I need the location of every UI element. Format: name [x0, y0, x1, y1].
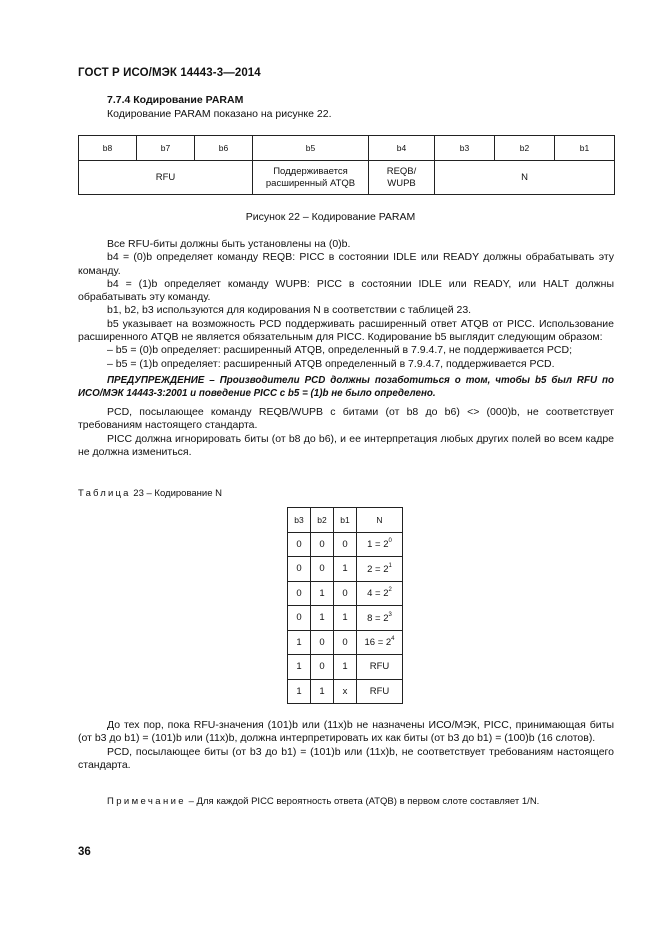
ext-atqb-cell: [253, 161, 369, 195]
b1-cell: x: [334, 679, 357, 704]
warning-paragraph: ПРЕДУПРЕЖДЕНИЕ – Производители PCD должны позаботиться о том, чтобы b5 был RFU по ИСО/МЭК 14443-3:2001 и поведение PICC с b5 = (1)b не было определено.: [78, 374, 614, 399]
b3-cell: 0: [288, 581, 311, 606]
note: [107, 796, 539, 807]
dash-list-item: – b5 = (1)b определяет: расширенный ATQB определенный в 7.9.4.7, поддерживается PCD.: [107, 357, 555, 370]
n-value-cell: [357, 532, 403, 557]
bit-header-cell: b5: [253, 136, 369, 161]
b1-cell: 1: [334, 655, 357, 680]
b3-cell: 1: [288, 630, 311, 655]
n-table-header-cell: b3: [288, 508, 311, 533]
table-row: [288, 630, 403, 655]
table-row: [288, 606, 403, 631]
n-value: 1 = 2: [367, 539, 389, 551]
b2-cell: 0: [311, 655, 334, 680]
n-value: RFU: [369, 685, 390, 697]
b2-cell: 0: [311, 557, 334, 582]
paragraph: b4 = (0)b определяет команду REQB: PICC в состоянии IDLE или READY должны обрабатывать эту команду.: [78, 251, 614, 277]
bit-header-cell: b8: [79, 136, 137, 161]
b2-cell: 0: [311, 630, 334, 655]
n-table-header-cell: b2: [311, 508, 334, 533]
b1-cell: 1: [334, 606, 357, 631]
bit-header-cell: b7: [137, 136, 195, 161]
figure-caption: Рисунок 22 – Кодирование PARAM: [245, 211, 416, 223]
n-table-header-cell: b1: [334, 508, 357, 533]
n-exponent: 2: [388, 587, 392, 594]
b3-cell: 0: [288, 532, 311, 557]
bit-header-row: [79, 136, 615, 161]
n-table-header-row: [288, 508, 403, 533]
n-value: 4 = 2: [367, 588, 389, 600]
bit-header-cell: b1: [555, 136, 615, 161]
b3-cell: 1: [288, 655, 311, 680]
n-exponent: 1: [388, 562, 392, 569]
reqb-wupb-line: REQB/: [386, 165, 417, 177]
n-exponent: 3: [388, 611, 392, 618]
n-coding-table: [287, 507, 403, 704]
table-row: [288, 532, 403, 557]
rfu-cell: RFU: [79, 161, 253, 195]
n-value-cell: [357, 557, 403, 582]
b2-cell: 1: [311, 581, 334, 606]
paragraph: До тех пор, пока RFU-значения (101)b или (11x)b не назначены ИСО/МЭК, PICC, принимающая биты (от b3 до b1) = (101)b или (11x)b, должна интерпретировать их как биты (от b3 до b1) = (100)b (16 слотов).: [78, 719, 614, 745]
paragraph: b4 = (1)b определяет команду WUPB: PICC в состоянии IDLE или READY, или HALT должны обрабатывать эту команду.: [78, 277, 614, 304]
table-row: [288, 581, 403, 606]
ext-atqb-line: Поддерживается: [273, 165, 348, 177]
b2-cell: 1: [311, 606, 334, 631]
reqb-wupb-line: WUPB: [387, 177, 416, 189]
n-table-header-cell: N: [357, 508, 403, 533]
b3-cell: 1: [288, 679, 311, 704]
table-row: [288, 557, 403, 582]
b2-cell: 0: [311, 532, 334, 557]
ext-atqb-line: расширенный ATQB: [265, 177, 356, 189]
b3-cell: 0: [288, 557, 311, 582]
after-table-text: [78, 719, 614, 772]
n-value: 16 = 2: [364, 637, 392, 649]
n-value-cell: [357, 606, 403, 631]
paragraph: b1, b2, b3 используются для кодирования N в соответствии с таблицей 23.: [107, 304, 472, 317]
n-value-cell: [357, 630, 403, 655]
n-value-cell: [357, 679, 403, 704]
section-title: 7.7.4 Кодирование PARAM: [107, 94, 244, 106]
note-text: – Для каждой PICC вероятность ответа (ATQB) в первом слоте составляет 1/N.: [186, 796, 540, 807]
b1-cell: 1: [334, 557, 357, 582]
paragraph: PICC должна игнорировать биты (от b8 до b6), и ее интерпретация любых других полей во всем кадре не должна измениться.: [78, 432, 614, 458]
b1-cell: 0: [334, 630, 357, 655]
bit-header-cell: b3: [435, 136, 495, 161]
table-label-word: Таблица: [78, 488, 131, 499]
paragraph: Все RFU-биты должны быть установлены на (0)b.: [107, 238, 351, 250]
section-intro: Кодирование PARAM показано на рисунке 22.: [107, 108, 332, 120]
dash-list-item: – b5 = (0)b определяет: расширенный ATQB, определенный в 7.9.4.7, не поддерживается PCD;: [107, 344, 573, 357]
paragraph: b5 указывает на возможность PCD поддерживать расширенный ответ ATQB от PICC. Использование расширенного ATQB не является обязательным для PICC. Кодирование b5 выглядит следующим образом:: [78, 317, 614, 344]
table-row: [288, 679, 403, 704]
n-value: 2 = 2: [367, 563, 389, 575]
b1-cell: 0: [334, 581, 357, 606]
bit-header-cell: b2: [495, 136, 555, 161]
n-value-cell: [357, 581, 403, 606]
bit-value-row: [79, 161, 615, 195]
n-exponent: 0: [388, 538, 392, 545]
page-number: 36: [78, 846, 91, 858]
table-row: [288, 655, 403, 680]
bit-header-cell: b4: [369, 136, 435, 161]
table-label: [78, 488, 222, 499]
note-label: Примечание: [107, 796, 186, 807]
param-bit-table: [78, 135, 615, 195]
n-cell: N: [435, 161, 615, 195]
document-header: ГОСТ Р ИСО/МЭК 14443-3—2014: [78, 67, 261, 79]
n-value: RFU: [369, 661, 390, 673]
b3-cell: 0: [288, 606, 311, 631]
reqb-wupb-cell: [369, 161, 435, 195]
b2-cell: 1: [311, 679, 334, 704]
bit-header-cell: b6: [195, 136, 253, 161]
n-exponent: 4: [391, 636, 395, 643]
b1-cell: 0: [334, 532, 357, 557]
n-value-cell: [357, 655, 403, 680]
n-value: 8 = 2: [367, 612, 389, 624]
paragraph: PCD, посылающее биты (от b3 до b1) = (101)b или (11x)b, не соответствует требованиям настоящего стандарта.: [78, 745, 614, 771]
body-text-block: [78, 238, 614, 459]
paragraph: PCD, посылающее команду REQB/WUPB с битами (от b8 до b6) <> (000)b, не соответствует требованиям настоящего стандарта.: [78, 405, 614, 432]
table-label-text: 23 – Кодирование N: [133, 488, 223, 499]
